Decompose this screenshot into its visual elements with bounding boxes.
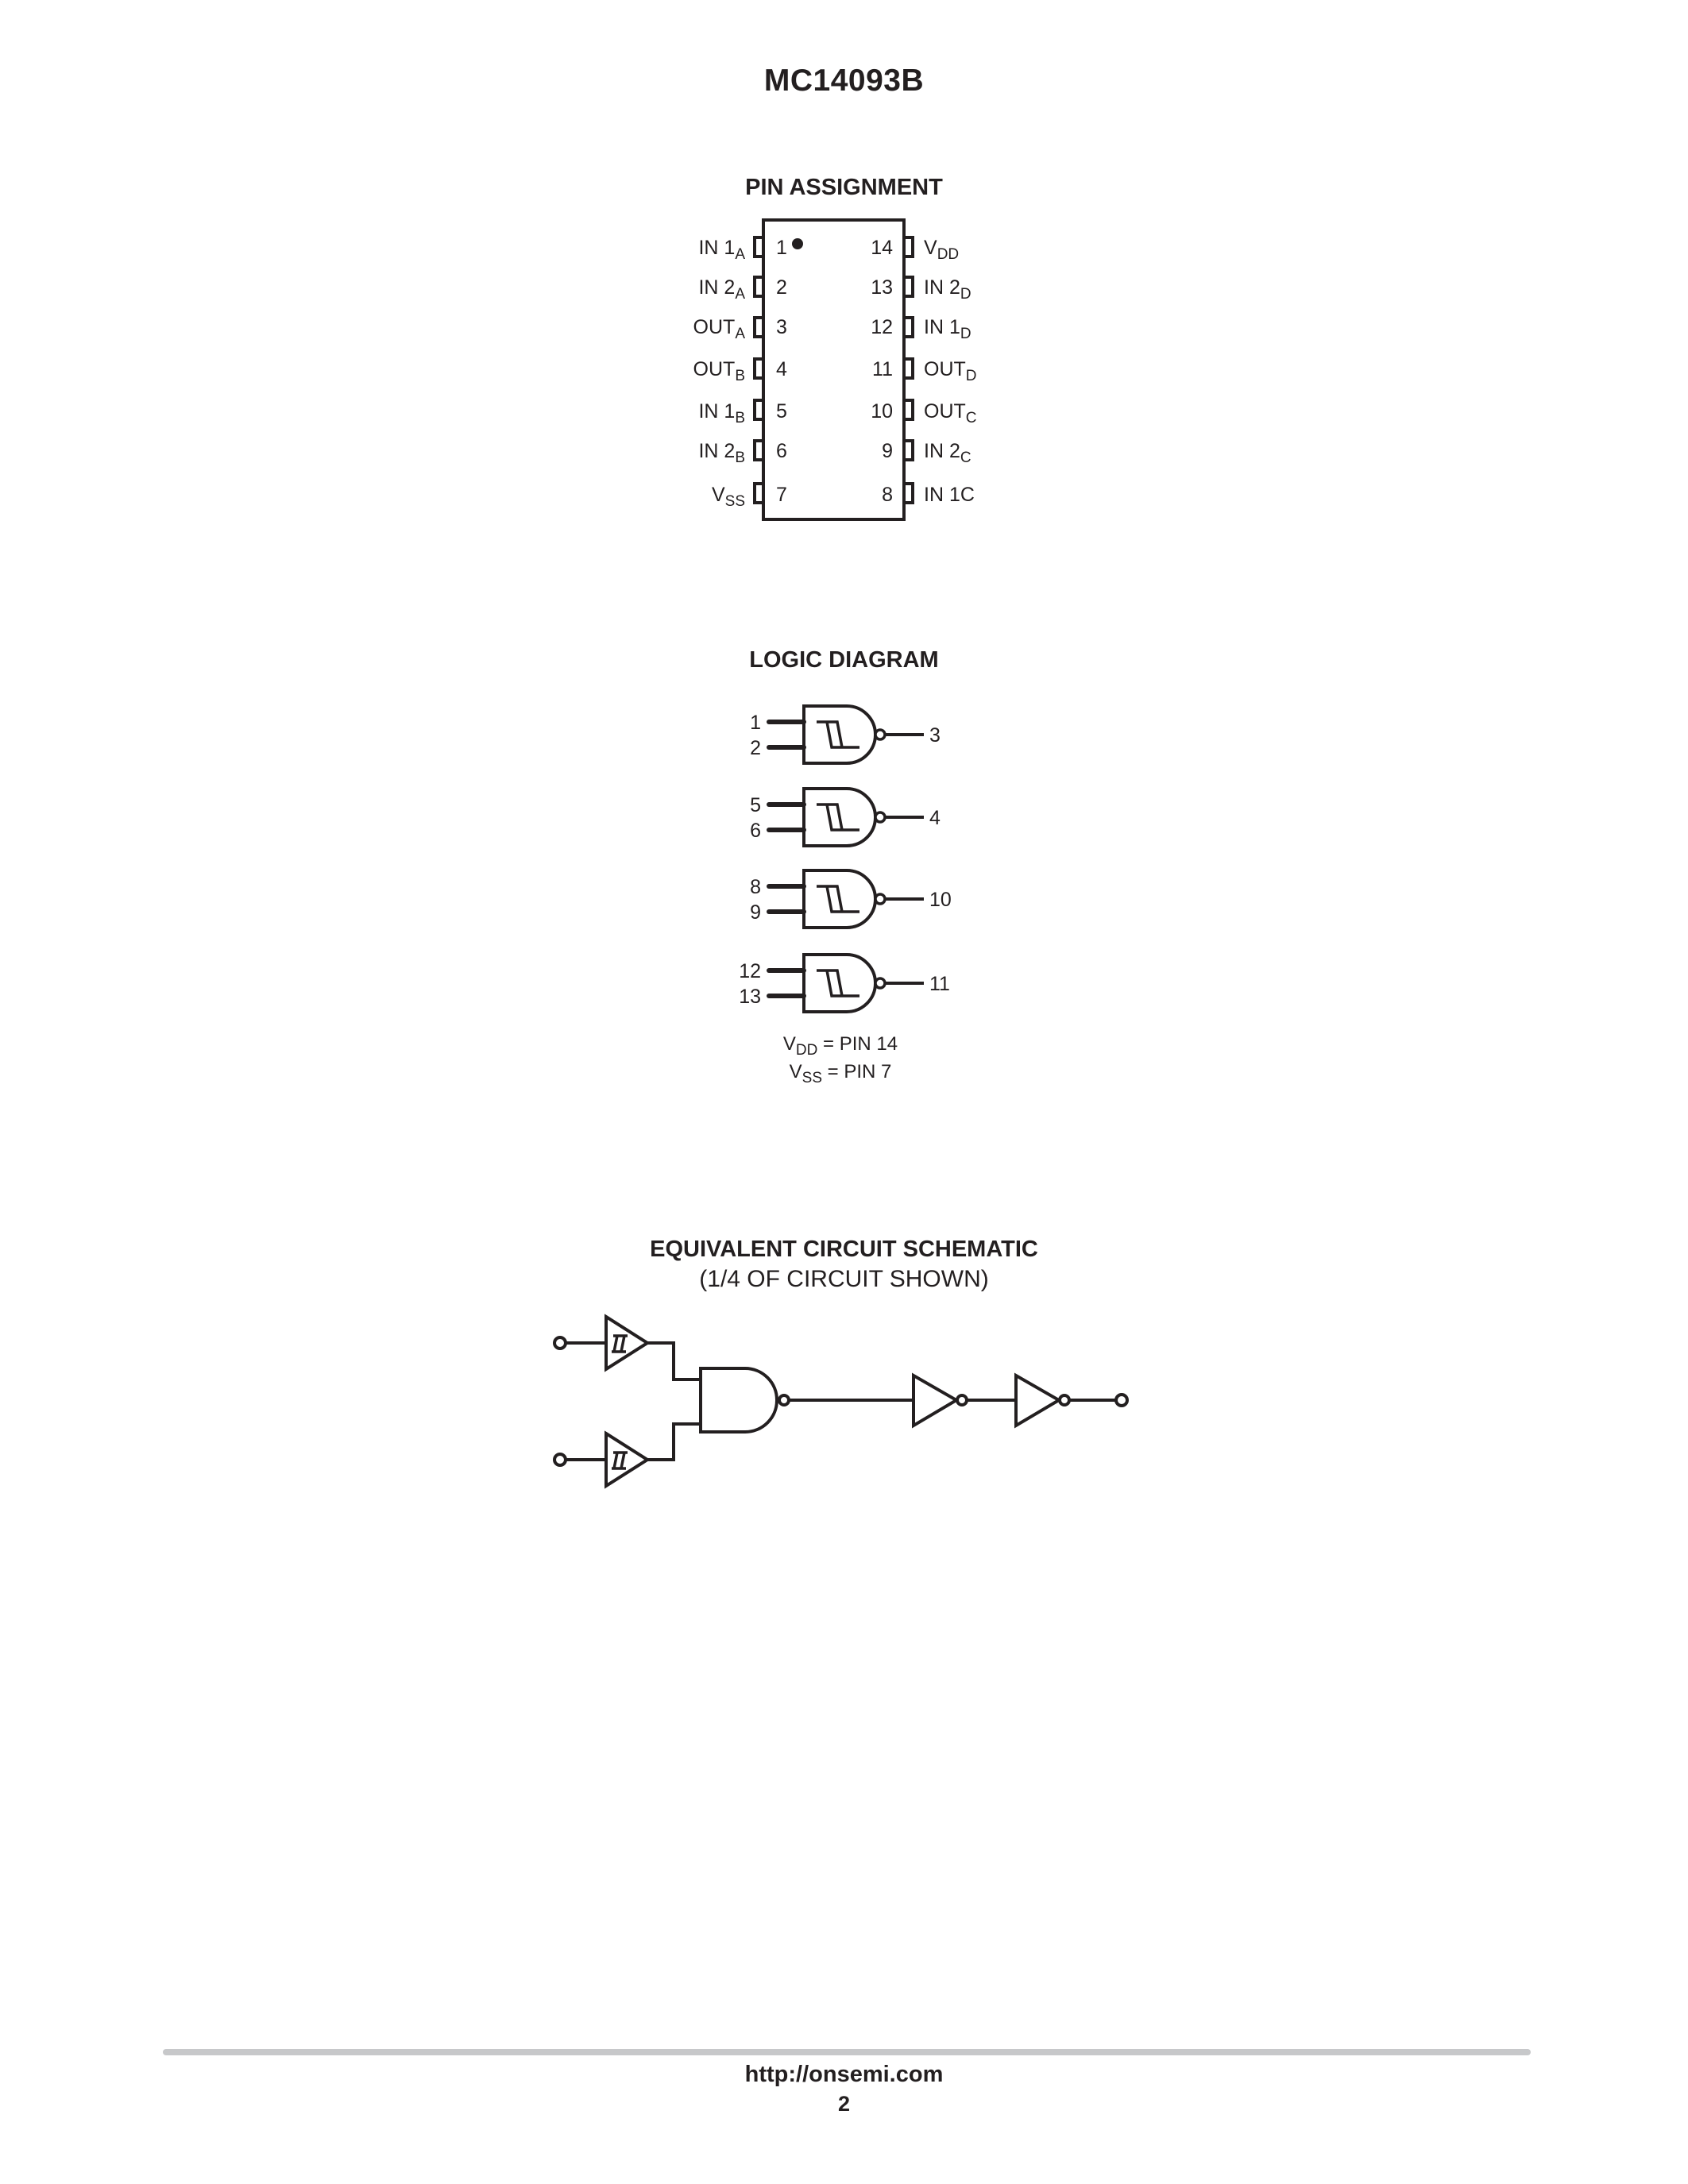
- gate-b-output: 4: [929, 807, 941, 829]
- pin-label-1: IN $1_A$: [698, 237, 745, 263]
- gate-c-input-1: 8: [750, 876, 761, 898]
- page-title: MC14093B: [763, 64, 925, 98]
- gate-b-input-2: 6: [750, 820, 761, 842]
- gate-a-input-1: 1: [750, 712, 761, 734]
- schmitt-buffer-1-icon: [606, 1317, 647, 1369]
- pin-number-7: 7: [776, 484, 787, 506]
- pin-label-12: IN $1_D$: [924, 316, 971, 342]
- pin-number-13: 13: [871, 276, 893, 299]
- pin-label-5: IN $1_B$: [698, 400, 745, 426]
- logic-diagram-heading: LOGIC DIAGRAM: [749, 647, 939, 673]
- equivalent-circuit-subheading: (1/4 OF CIRCUIT SHOWN): [699, 1266, 989, 1292]
- gate-c-output: 10: [929, 889, 952, 911]
- gate-d-output: 11: [929, 973, 950, 995]
- pin-assignment-heading: PIN ASSIGNMENT: [745, 175, 943, 200]
- pin-label-3: $OUT_A$: [693, 316, 745, 342]
- pin-label-4: $OUT_B$: [693, 358, 745, 384]
- pin-number-1: 1: [776, 237, 787, 259]
- input-terminal-1-icon: [554, 1337, 566, 1349]
- gate-a-input-2: 2: [750, 737, 761, 759]
- pin-number-14: 14: [871, 237, 893, 259]
- pin-label-6: IN $2_B$: [698, 440, 745, 466]
- pin-number-5: 5: [776, 400, 787, 423]
- page-number: 2: [837, 2092, 851, 2116]
- nand-bubble-icon: [779, 1395, 789, 1405]
- footer-divider: [163, 2049, 1531, 2055]
- schmitt-buffer-2-icon: [606, 1433, 647, 1486]
- pin-number-8: 8: [882, 484, 893, 506]
- pin-number-3: 3: [776, 316, 787, 338]
- pin-number-12: 12: [871, 316, 893, 338]
- pin-number-6: 6: [776, 440, 787, 462]
- pin-number-4: 4: [776, 358, 787, 380]
- pin-label-8: IN 1C: [924, 484, 975, 506]
- inverter-2-icon: [1016, 1376, 1069, 1426]
- footer-url-link[interactable]: http://onsemi.com: [744, 2062, 944, 2087]
- pin-label-11: $OUT_D$: [924, 358, 977, 384]
- gate-d-input-1: 12: [739, 960, 761, 982]
- vss-note: $V_{SS}$ = PIN 7: [789, 1061, 892, 1086]
- pin-label-7: $V_{SS}$: [711, 484, 745, 510]
- output-terminal-icon: [1116, 1395, 1127, 1406]
- inverter-1-icon: [914, 1376, 967, 1426]
- input-terminal-2-icon: [554, 1454, 566, 1465]
- pin-number-2: 2: [776, 276, 787, 299]
- pin-label-10: $OUT_C$: [924, 400, 977, 426]
- pin-label-9: IN $2_C$: [924, 440, 971, 466]
- gate-c-input-2: 9: [750, 901, 761, 924]
- nand-gate-icon: [701, 1368, 777, 1432]
- gate-b-input-1: 5: [750, 794, 761, 816]
- pin-number-11: 11: [872, 358, 893, 380]
- pin-label-14: $V_{DD}$: [924, 237, 960, 263]
- gate-d-input-2: 13: [739, 986, 761, 1008]
- equivalent-circuit-heading: EQUIVALENT CIRCUIT SCHEMATIC: [650, 1237, 1038, 1262]
- vdd-note: $V_{DD}$ = PIN 14: [782, 1033, 898, 1059]
- gate-a-output: 3: [929, 724, 941, 747]
- pin-label-2: IN $2_A$: [698, 276, 745, 303]
- pin-label-13: IN $2_D$: [924, 276, 971, 303]
- pin-number-10: 10: [871, 400, 893, 423]
- pin-number-9: 9: [882, 440, 893, 462]
